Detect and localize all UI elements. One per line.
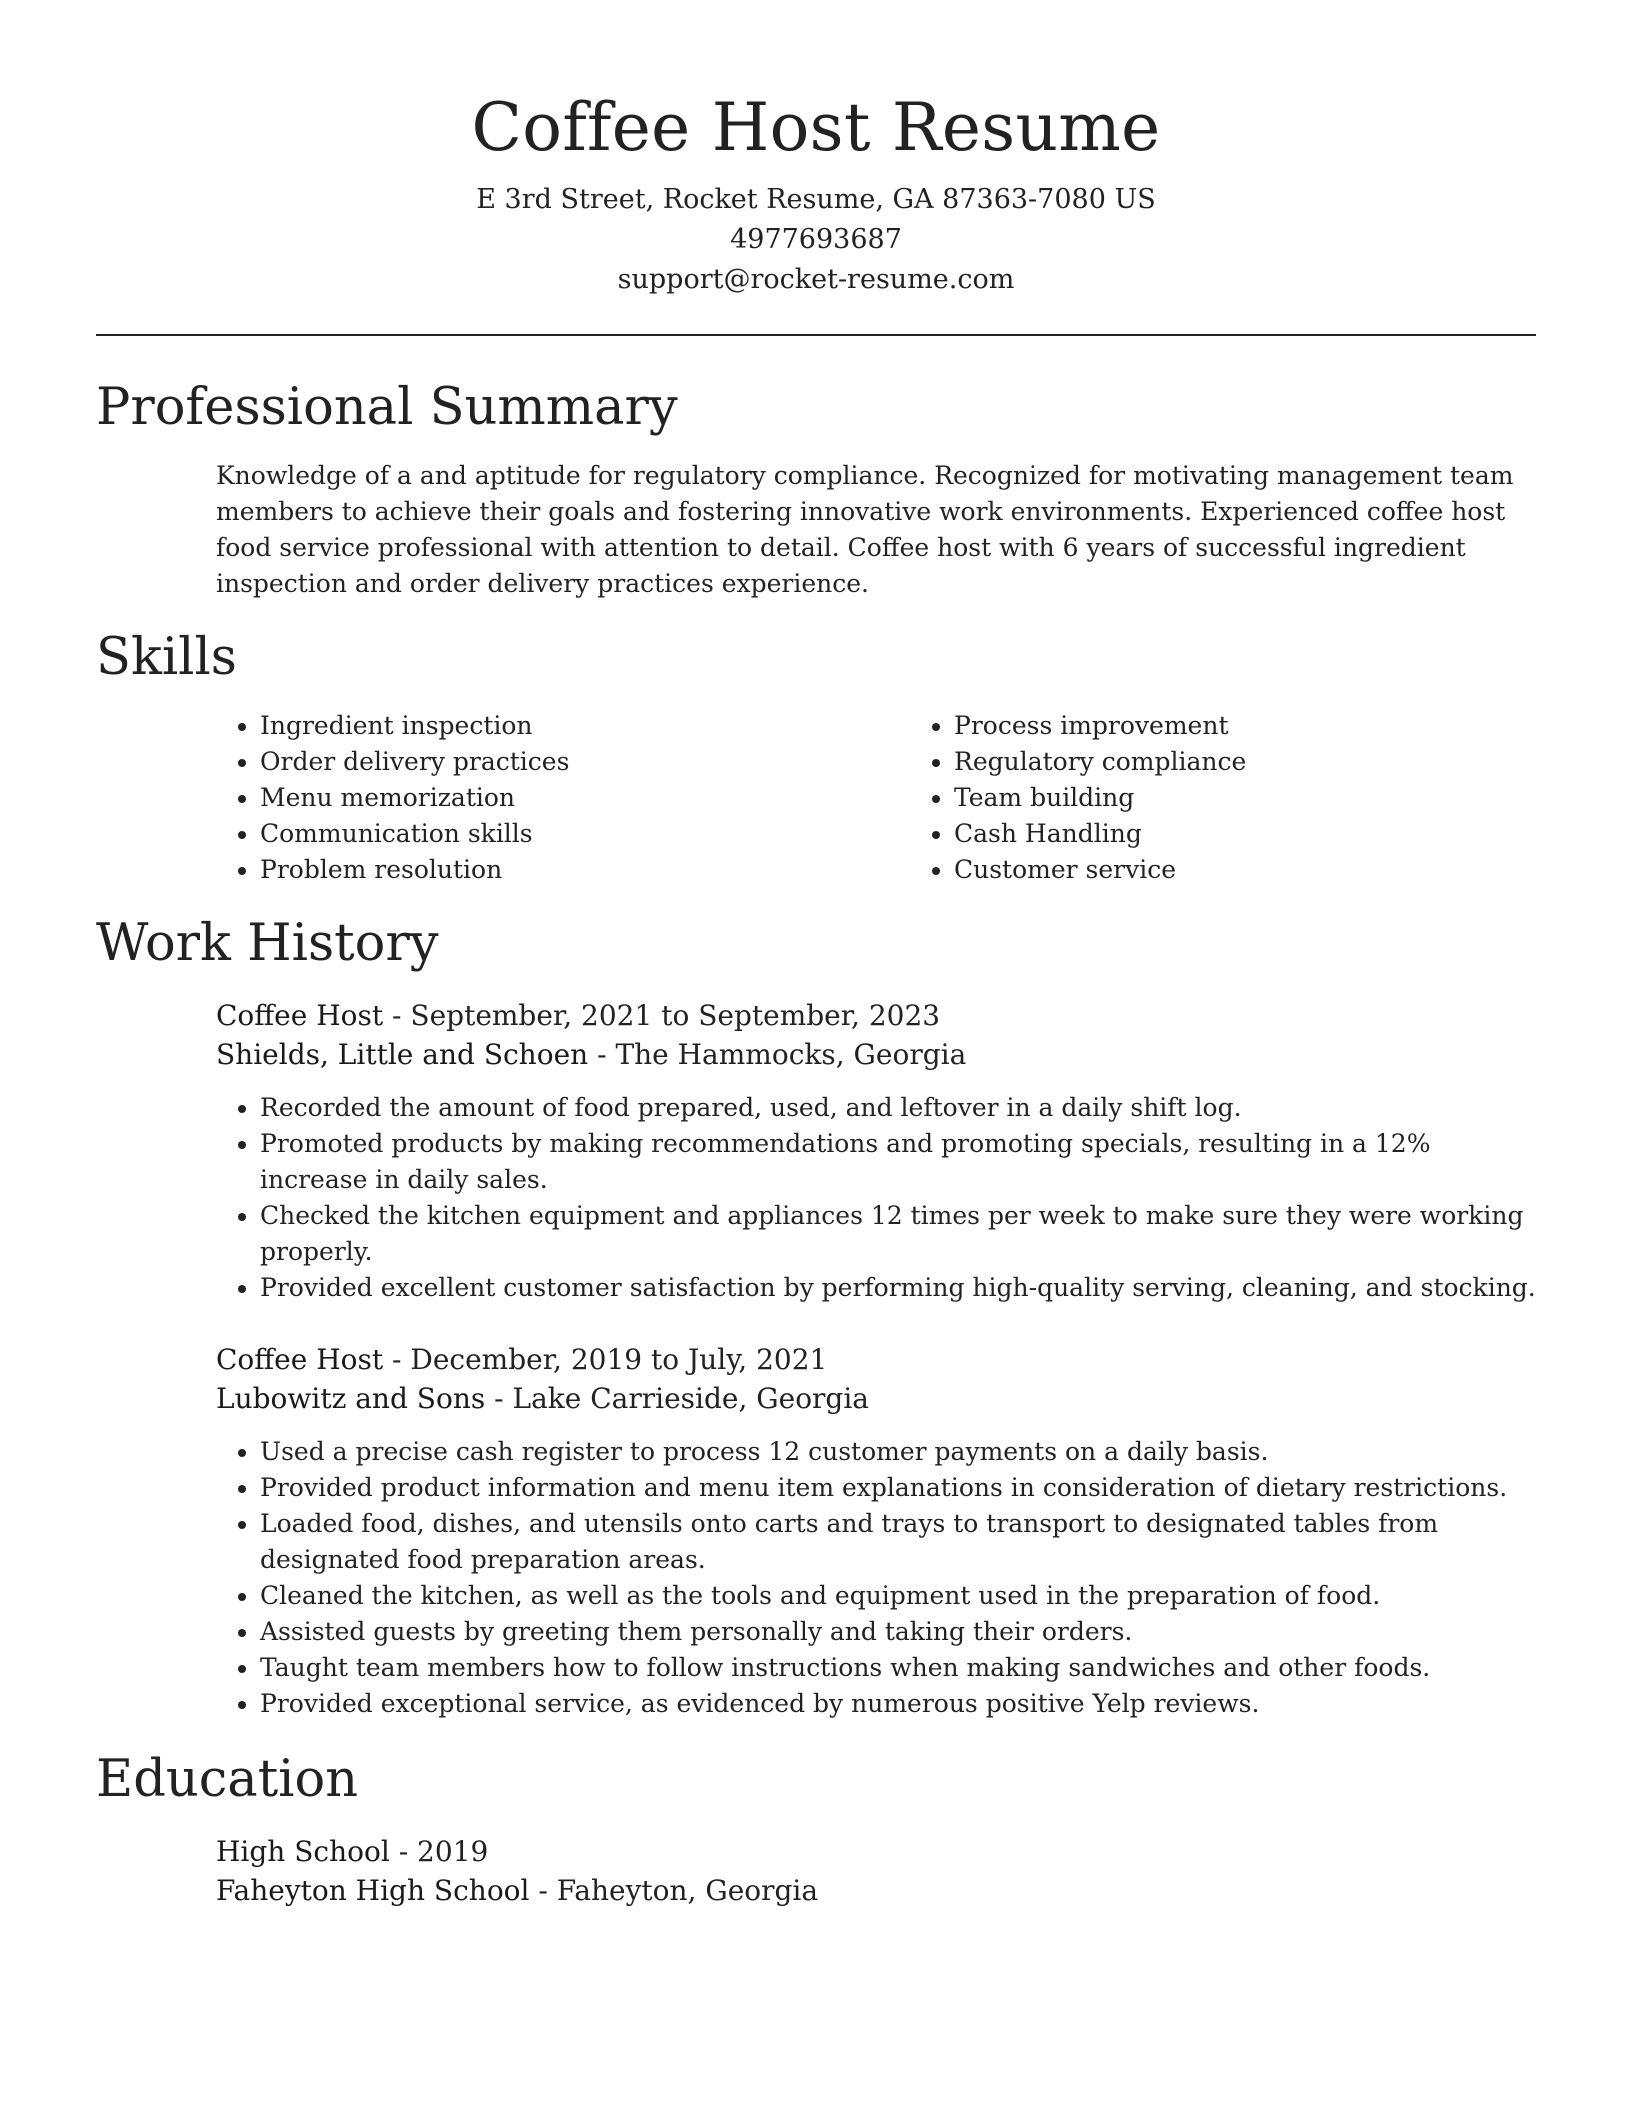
education-year: - 2019 [389,1835,489,1868]
skills-column-right [910,708,1536,888]
job-role: Coffee Host [216,999,384,1032]
job-duty-item: • Recorded the amount of food prepared, used, and leftover in a daily shift log. [260,1090,1536,1126]
job-location: - Lake Carrieside, Georgia [485,1382,870,1415]
summary-heading: Professional Summary [96,378,678,437]
skill-item: • Communication skills [260,816,910,852]
job-dates: - December, 2019 to July, 2021 [383,1343,828,1376]
skills-column-left [216,708,910,888]
job-duty-item: • Cleaned the kitchen, as well as the tools and equipment used in the preparation of food. [260,1578,1536,1614]
job-duty-item: • Provided exceptional service, as evidenced by numerous positive Yelp reviews. [260,1686,1536,1722]
work-history-heading: Work History [96,914,439,973]
skills-heading: Skills [96,628,237,687]
skill-item: • Menu memorization [260,780,910,816]
skill-item: • Team building [954,780,1536,816]
education-entry [96,1832,1536,1910]
job-duties [96,1090,1536,1306]
resume-title: Coffee Host Resume [471,89,1161,166]
contact-phone: 4977693687 [730,224,902,255]
job-duty-item: • Promoted products by making recommendations and promoting specials, resulting in a 12% increase in daily sales. [260,1126,1536,1198]
skill-item: • Order delivery practices [260,744,910,780]
resume-header [96,0,1536,300]
job-entry [96,996,1536,1074]
skills-list [96,708,1536,888]
job-location: - The Hammocks, Georgia [588,1038,967,1071]
job-role: Coffee Host [216,1343,384,1376]
skill-item: • Ingredient inspection [260,708,910,744]
job-company: Lubowitz and Sons [216,1382,486,1415]
job-company-line [216,1035,1536,1074]
job-company-line [216,1379,1536,1418]
job-duty-item: • Provided product information and menu item explanations in consideration of dietary restrictions. [260,1470,1536,1506]
skill-item: • Regulatory compliance [954,744,1536,780]
contact-block [96,180,1536,300]
job-duty-item: • Taught team members how to follow instructions when making sandwiches and other foods. [260,1650,1536,1686]
summary-text: Knowledge of a and aptitude for regulatory compliance. Recognized for motivating management team members to achieve their goals and fostering innovative work environments. Experienced coffee host food service professional with attention to detail. Coffee host with 6 years of successful ingredient inspection and order delivery practices experience. [216,461,1514,598]
skill-item: • Cash Handling [954,816,1536,852]
education-heading: Education [96,1750,359,1809]
job-dates: - September, 2021 to September, 2023 [383,999,941,1032]
job-company: Shields, Little and Schoen [216,1038,589,1071]
contact-address: E 3rd Street, Rocket Resume, GA 87363-7080 US [476,184,1156,215]
skill-item: • Process improvement [954,708,1536,744]
education-degree-line [216,1832,1536,1871]
education-school: Faheyton High School [216,1874,530,1907]
job-title-line [216,996,1536,1035]
job-title-line [216,1340,1536,1379]
job-duty-item: • Loaded food, dishes, and utensils onto carts and trays to transport to designated tables from designated food preparation areas. [260,1506,1536,1578]
job-duty-item: • Assisted guests by greeting them personally and taking their orders. [260,1614,1536,1650]
header-divider [96,334,1536,336]
skill-item: • Customer service [954,852,1536,888]
education-degree: High School [216,1835,390,1868]
skill-item: • Problem resolution [260,852,910,888]
job-duty-item: • Provided excellent customer satisfaction by performing high-quality serving, cleaning, and stocking. [260,1270,1536,1306]
job-duty-item: • Used a precise cash register to process 12 customer payments on a daily basis. [260,1434,1536,1470]
contact-email: support@rocket-resume.com [617,264,1015,295]
education-location: - Faheyton, Georgia [529,1874,819,1907]
job-duty-item: • Checked the kitchen equipment and appliances 12 times per week to make sure they were working properly. [260,1198,1536,1270]
job-entry [96,1340,1536,1418]
job-duties [96,1434,1536,1722]
education-school-line [216,1871,1536,1910]
